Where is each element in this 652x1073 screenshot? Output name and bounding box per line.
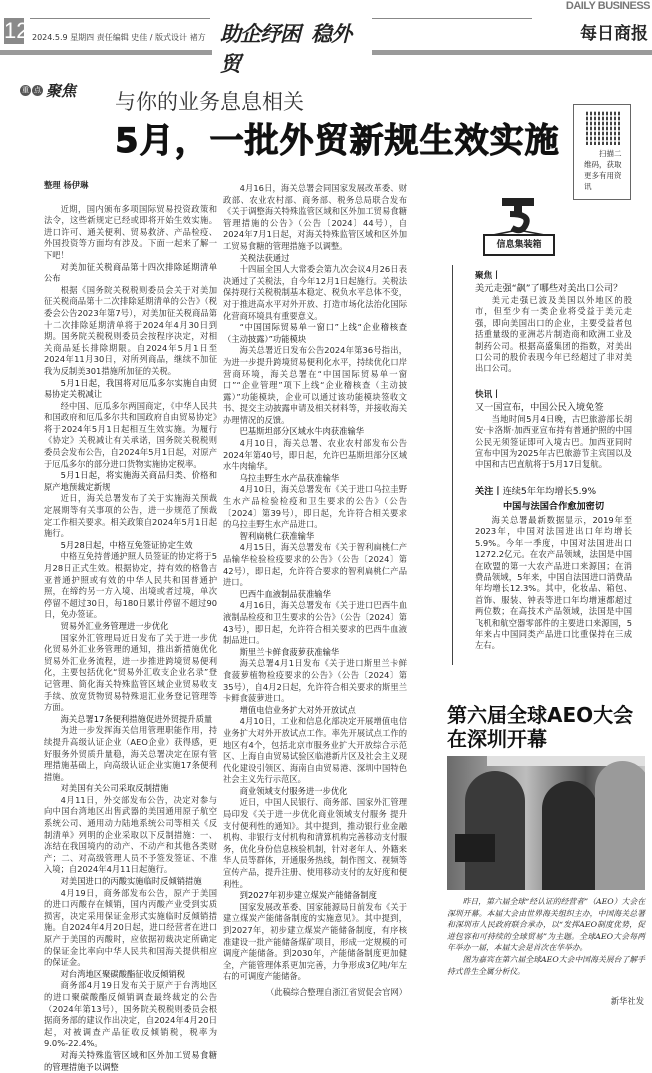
subhead: 关税法获通过: [239, 252, 290, 263]
subhead: 对美国有关公司采取反制措施: [60, 783, 169, 794]
paragraph: 4月15日，海关总署发布《关于智利扁桃仁产品输华检验检疫要求的公告》（公告〔2024〕第42号），即日起，允许符合要求的智利扁桃仁产品进口。: [223, 542, 407, 588]
info-box-label: 信息集装箱: [483, 234, 555, 256]
subhead: 增值电信业务扩大对外开放试点: [239, 704, 356, 715]
subhead: 贸易外汇业务管理进一步优化: [60, 620, 169, 631]
info-body: 海关总署最新数据显示，2019年至2023年，中国对法国进出口年均增长5.9%。今年一季度，中国对法国进出口1272.2亿元。在农产品领域，法国是中国在欧盟的第一大农产品进口来源国；在消费品领域，5年来，中国自法国进口消费品年均增长12.3%。其中，化妆品、箱包、首饰、服装、钟表等进口年均增速都超过两位数；在高技术产品领域，法国是中国飞机和航空器零部件的主要进口来源国，5年来占中国同类产品进口比重保持在三成左右。: [475, 514, 632, 651]
info-tag: 关注丨: [475, 485, 503, 497]
info-title: 连续5年年均增长5.9%: [502, 485, 597, 497]
photo-credit: 新华社发: [610, 996, 644, 1006]
subhead: 斯里兰卡鲜食菠萝获准输华: [239, 646, 340, 657]
header-rule: [372, 50, 652, 55]
brand-english: DAILY BUSINESS: [565, 0, 650, 12]
paragraph: 经中国、厄瓜多尔两国商定，《中华人民共和国政府和厄瓜多尔共和国政府自由贸易协定》将于2024年5月1日起相互生效实施。为履行《协定》关税减让有关承诺，国务院关税税则委员会发布公告，自2024年5月1日起，对原产于厄瓜多尔的部分进口货物实施协定税率。: [44, 400, 217, 469]
info-title: 又一国宣布，中国公民入境免签: [475, 401, 604, 413]
subhead: 商业领域支付服务进一步优化: [239, 785, 348, 796]
subhead: 对海关特殊监管区域和区外加工贸易食糖的管理措施予以调整: [44, 1049, 217, 1072]
header-rule: [30, 18, 210, 19]
article-left-column: [44, 180, 217, 1073]
paragraph: 为进一步发挥海关信用管理职能作用，持续提升高级认证企业（AEO企业）获得感，更好服务外贸质升量稳，海关总署决定在原有管理措施基础上，向高级认证企业实施17条便利措施。: [44, 725, 217, 782]
paragraph: 海关总署近日发布公告2024年第36号指出，为进一步提升跨境贸易便利化水平，持续优化口岸营商环境，海关总署在“中国国际贸易单一窗口”“企业管理”项下上线“企业稽核查（主动披露）”功能模块，企业可以通过该功能模块签收文书、提交主动披露申请及相关材料等，并接收海关办理情况的反馈。: [223, 345, 407, 425]
qr-box: [573, 104, 631, 200]
caption-paragraph: 图为嘉宾在第六届全球AEO大会中国海关展台了解手持式兽生全属分析仪。: [447, 954, 645, 976]
paragraph: 海关总署4月1日发布《关于进口斯里兰卡鲜食菠萝植物检疫要求的公告》（公告〔2024〕第35号），自4月2日起，允许符合相关要求的斯里兰卡鲜食菠萝进口。: [223, 658, 407, 704]
aeo-headline: [447, 703, 647, 751]
banner-part: 稳外贸: [220, 22, 352, 76]
crane-hook-icon: [480, 196, 564, 236]
subhead: 5月1日起，我国将对厄瓜多尔实施自由贸易协定关税减让: [44, 377, 217, 400]
info-tag: 快讯丨: [475, 389, 501, 400]
subhead: 对美国进口的丙酸实施临时反倾销措施: [60, 876, 202, 887]
subhead: “中国国际贸易单一窗口”上线“企业稽核查（主动披露）”功能模块: [223, 322, 407, 344]
caption-paragraph: 昨日，第六届全球“经认证的经营者”（AEO）大会在深圳开幕。本届大会由世界海关组织主办，中国海关总署和深圳市人民政府联合承办，以“发挥AEO制度优势，促进包容和可持续的全球贸易”为主题。全球AEO大会每两年举办一届，本届大会是首次在华举办。: [447, 897, 645, 953]
paragraph: 十四届全国人大常委会第九次会议4月26日表决通过了关税法，自今年12月1日起施行。关税法保持现行关税税制基本稳定、税负水平总体不变，对于推进高水平对外开放、打造市场化法治化国际化营商环境具有重要意义。: [223, 264, 407, 321]
page-number: 12: [4, 18, 29, 43]
paragraph: 商务部4月19日发布关于原产于台湾地区的进口聚碳酸酯反倾销调查最终裁定的公告（2024年第13号），国务院关税税则委员会根据商务部的建议作出决定，自2024年4月20日起，对被调查产品征收反倾销税，税率为9.0%-22.4%。: [44, 980, 217, 1049]
article-subtitle: 与你的业务息息相关: [115, 90, 304, 114]
subhead: 乌拉圭野生水产品获准输华: [239, 472, 340, 483]
qr-code-icon[interactable]: [586, 111, 620, 145]
paragraph: 近日，海关总署发布了关于实施海关预裁定展期等有关事项的公告，进一步规范了预裁定工作相关要求。相关政策自2024年5月1日起施行。: [44, 493, 217, 539]
subhead: 智利扁桃仁获准输华: [239, 530, 315, 541]
subhead: 巴西牛血液制品获准输华: [239, 588, 331, 599]
paragraph: 近期，国内颁布多项国际贸易投资政策和法令，这些新规定已经或即将开始生效实施。进口许可、通关便利、贸易救济、产品检疫、外国投资等方面均有涉及。下面一起来了解一下吧！: [44, 203, 217, 260]
paragraph: 国家外汇管理局近日发布了关于进一步优化贸易外汇业务管理的通知，推出新措施优化贸易外汇业务流程，进一步推进跨境贸易便利化，主要包括优化“贸易外汇收支企业名录”登记管理、简化海关特殊监管区域企业贸易收支手续、放宽货物贸易特殊退汇业务登记管理等方面。: [44, 632, 217, 713]
paragraph: 中格互免持普通护照人员签证的协定将于5月28日正式生效。根据协定，持有效的格鲁吉亚普通护照或有效的中华人民共和国普通护照，在缔约另一方入境、出境或者过境，单次停留不超过30日，每180日累计停留不超过90日，免办签证。: [44, 551, 217, 620]
section-label: 聚焦: [46, 82, 77, 100]
info-box-graphic: [480, 196, 564, 258]
info-item-header: [475, 485, 632, 498]
dateline: 2024.5.9 星期四 责任编辑 史佳 / 版式设计 褚方: [32, 33, 206, 42]
paragraph: 根据《国务院关税税则委员会关于对美加征关税商品第十二次排除延期清单的公告》（税委会公告2023年第7号），对美加征关税商品第十二次排除延期清单将于2024年4月30日到期。国务院关税税则委员会按程序决定，对相关商品延长排除期限。自2024年5月1日至2024年11月30日，对所列商品，继续不加征我为反制美301措施所加征的关税。: [44, 284, 217, 376]
paragraph: 4月11日，外交部发布公告，决定对参与向中国台湾地区出售武器的美国通用原子航空系统公司、通用动力陆地系统公司等相关《反制清单》列明的企业采取以下反制措施：一、冻结在我国境内的动产、不动产和其他各类财产；二、对高级管理人员不予签发签证、不准入境；自2024年4月11日起施行。: [44, 794, 217, 875]
paragraph: 4月19日，商务部发布公告，原产于美国的进口丙酸存在倾销，国内丙酸产业受到实质损害，决定采用保证金形式实施临时反倾销措施。自2024年4月20日起，进口经营者在进口原产于美国的丙酸时，应依据初裁决定所确定的保证金比率向中华人民共和国海关提供相应的保证金。: [44, 887, 217, 968]
info-item: [475, 270, 632, 375]
subhead: 到2027年初步建立煤炭产能储备制度: [239, 890, 377, 901]
paragraph: 4月16日，海关总署会同国家发展改革委、财政部、农业农村部、商务部、税务总局联合发布《关于调整海关特殊监管区域和区外加工贸易食糖管理措施的公告》（公告〔2024〕44号），自2024年7月1日起，对海关特殊监管区域和区外加工贸易食糖的管理措施予以调整。: [223, 183, 407, 251]
subhead: 对美加征关税商品第十四次排除延期清单公布: [44, 261, 217, 284]
section-badge: [20, 80, 76, 101]
aeo-photo: [447, 756, 645, 890]
info-box-column: [475, 270, 632, 666]
column-banner: [220, 18, 370, 76]
column-divider: [452, 265, 453, 665]
info-item: [475, 389, 632, 471]
badge-dot: 重: [22, 86, 29, 94]
subhead: 对台湾地区聚碳酸酯征收反倾销税: [60, 968, 186, 979]
banner-part: 助企纾困: [220, 22, 300, 46]
aeo-headline-line: 在深圳开幕: [447, 727, 547, 751]
paragraph: 4月10日，海关总署发布《关于进口乌拉圭野生水产品检验检疫和卫生要求的公告》（公告〔2024〕第39号），即日起，允许符合相关要求的乌拉圭野生水产品进口。: [223, 484, 407, 530]
byline: 整理 杨伊琳: [44, 180, 89, 190]
brand-chinese: 每日商报: [580, 24, 648, 44]
paragraph: 近日，中国人民银行、商务部、国家外汇管理局印发《关于进一步优化商业领域支付服务 提升支付便利性的通知》。其中提到，推动银行业金融机构、非银行支付机构和清算机构完善移动支付服务，优化身份信息核验机制，针对老年人、外籍来华人员等群体，开通服务热线，制作图文、视频等宣传产品，提升注册、使用移动支付的友好度和便利性。: [223, 797, 407, 889]
info-subtitle: 中国与法国合作愈加密切: [502, 500, 605, 512]
info-title: 美元走强“飙”了哪些对美出口公司？: [475, 283, 623, 294]
header-rule: [372, 18, 532, 19]
badge-dot: 点: [34, 86, 41, 94]
subhead: 海关总署17条便利措施促进外贸提升质量: [60, 713, 213, 724]
paragraph: 4月16日，海关总署发布《关于进口巴西牛血液制品检疫和卫生要求的公告》（公告〔2024〕第43号），即日起，允许符合相关要求的巴西牛血液制品进口。: [223, 600, 407, 646]
paragraph: 4月10日，工业和信息化部决定开展增值电信业务扩大对外开放试点工作。率先开展试点工作的地区有4个，包括北京市服务业扩大开放综合示范区、上海自由贸易试验区临港新片区及社会主义现代化建设引领区、海南自由贸易港、深圳中国特色社会主义先行示范区。: [223, 716, 407, 785]
info-tag: 聚焦丨: [475, 271, 501, 281]
photo-caption: [447, 896, 645, 977]
paragraph: 国家发展改革委、国家能源局日前发布《关于建立煤炭产能储备制度的实施意见》。其中提到，到2027年，初步建立煤炭产能储备制度，有序核准建设一批产能储备煤矿项目，形成一定规模的可调度产能储备。到2030年，产能储备制度更加健全，产能管理体系更加完善，力争形成3亿吨/年左右的可调度产能储备。: [223, 901, 407, 982]
info-item: [475, 485, 632, 652]
info-body: 美元走强已波及美国以外地区的股市，但至少有一类企业将受益于美元走强，即向美国出口的企业，主要受益者包括重量级的亚洲芯片制造商和欧洲工业及制药公司。根据高盛集团的指数，对美出口公司的股价表现今年已经超过了非对美出口公司。: [475, 295, 632, 374]
article-title: 5月，一批外贸新规生效实施: [115, 121, 560, 161]
header-rule: [0, 50, 212, 55]
subhead: 巴基斯坦部分区域水牛肉获准输华: [239, 426, 365, 437]
info-body: 当地时间5月4日晚，古巴旅游部长胡安·卡洛斯·加西亚宣布持有普通护照的中国公民无须签证即可入境古巴。加西亚同时宣布中国为2025年古巴旅游节主宾国以及中国和古巴直航将于5月17日复航。: [475, 413, 632, 470]
qr-text: 扫描二维码，获取更多有用资讯: [584, 149, 622, 191]
aeo-headline-line: 第六届全球AEO大会: [447, 703, 634, 727]
subhead: 5月1日起，将实施海关商品归类、价格和原产地预裁定新规: [44, 470, 217, 492]
article-middle-column: [223, 183, 407, 999]
subhead: 5月28日起，中格互免签证协定生效: [60, 539, 193, 550]
source-note: （此稿综合整理自浙江省贸促会官网）: [265, 986, 407, 997]
paragraph: 4月10日，海关总署、农业农村部发布公告2024年第40号，即日起，允许巴基斯坦部分区域水牛肉输华。: [223, 438, 407, 472]
